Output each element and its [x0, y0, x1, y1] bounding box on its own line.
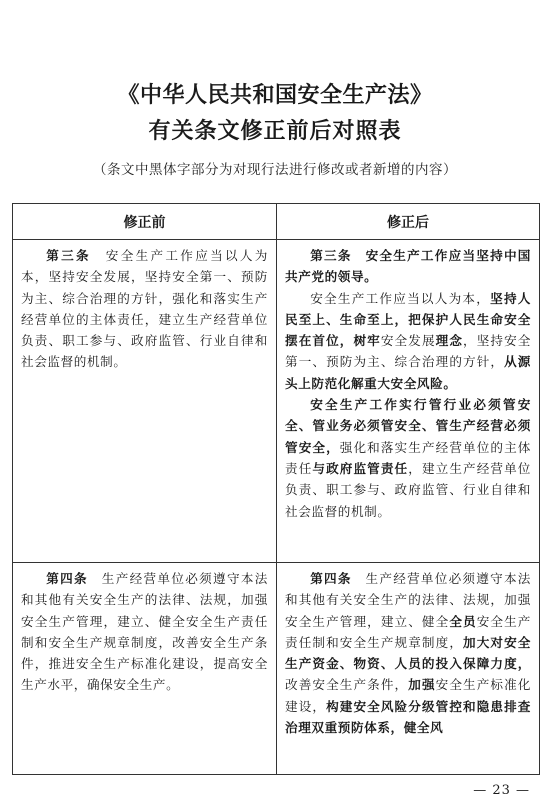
cell-after: [277, 240, 540, 563]
article-before-3: [13, 240, 276, 379]
article-paragraph: [285, 568, 531, 738]
amended-text: 从源头上防范化解重大安全风险。: [285, 354, 531, 391]
original-text: [352, 248, 366, 263]
original-text: ，坚持安全第一、预防为主、综合治理的方针，: [285, 333, 531, 370]
amended-text: 第四条: [310, 571, 352, 586]
amended-text: 加强: [408, 677, 436, 693]
table-row: [13, 563, 540, 775]
amended-text: 坚持人民至上、生命至上，把保护人民生命安全摆在首位，树牢: [285, 290, 531, 349]
amended-text: 安全生产工作实行管行业必须管安全、管业务必须管安全、管生产经营必须管安全，: [285, 397, 531, 455]
amended-text: 与政府监管责任: [312, 460, 409, 476]
article-before-4: [13, 563, 276, 702]
amended-text: 理念: [435, 333, 464, 349]
original-text: 安全生产工作应当以人为本，坚持安全发展，坚持安全第一、预防为主、综合治理的方针，强化和落实生产经营单位的主体责任，建立生产经营单位负责、职工参与、政府监管、行业自律和社会监督的机制。: [21, 248, 268, 370]
document-subtitle: （条文中黑体字部分为对现行法进行修改或者新增的内容）: [93, 162, 457, 178]
original-text: 安全生产工作应当以人为本，: [310, 290, 491, 306]
article-after-4: [277, 563, 539, 774]
amended-text: 第三条: [46, 248, 91, 263]
document-title-line2: 有关条文修正前后对照表: [148, 119, 402, 144]
column-header-before: 修正前: [13, 204, 277, 240]
table-row: [13, 240, 540, 563]
article-paragraph: [21, 245, 268, 373]
original-text: 生产经营单位必须遵守本法和其他有关安全生产的法律、法规，加强安全生产管理，建立、健全安全生产责任制和安全生产规章制度，改善安全生产条件，推进安全生产标准化建设，提高安全生产水平，确保安全生产。: [21, 571, 268, 693]
amended-text: 构建安全风险分级管控和隐患排查治理双重预防体系，健全风: [285, 698, 531, 736]
amended-text: 第三条: [310, 248, 352, 263]
table-header-row: [13, 204, 540, 240]
cell-after: [277, 563, 540, 775]
document-title-line1: 《中华人民共和国安全生产法》: [117, 83, 433, 108]
original-text: 强化和落实生产经营单位的主体责任: [285, 439, 531, 476]
amended-text: 第四条: [46, 571, 88, 586]
article-after-3: [277, 240, 539, 528]
column-header-after: 修正后: [277, 204, 540, 240]
cell-before: [13, 240, 277, 563]
original-text: 安全生产责任制和安全生产规章制度，: [285, 613, 531, 650]
original-text: ，建立生产经营单位负责、职工参与、政府监管、行业自律和社会监督的机制。: [285, 460, 531, 519]
amended-text: 全员: [449, 613, 477, 629]
article-paragraph: [285, 394, 531, 522]
original-text: 安全生产标准化建设，: [285, 677, 531, 714]
original-text: 生产经营单位必须遵守本法和其他有关安全生产的法律、法规，加强安全生产管理，建立、健全: [285, 571, 531, 629]
comparison-table: [12, 203, 540, 775]
amended-text: 安全生产工作应当坚持中国共产党的领导。: [285, 248, 531, 285]
original-text: 安全发展: [380, 333, 436, 349]
page-number: — 23 —: [473, 783, 530, 798]
original-text: 改善安全生产条件，: [285, 677, 409, 693]
amended-text: 加大对安全生产资金、物资、人员的投入保障力度，: [285, 634, 531, 672]
article-paragraph: [285, 288, 531, 394]
article-paragraph: [285, 245, 531, 288]
article-paragraph: [21, 568, 268, 696]
cell-before: [13, 563, 277, 775]
